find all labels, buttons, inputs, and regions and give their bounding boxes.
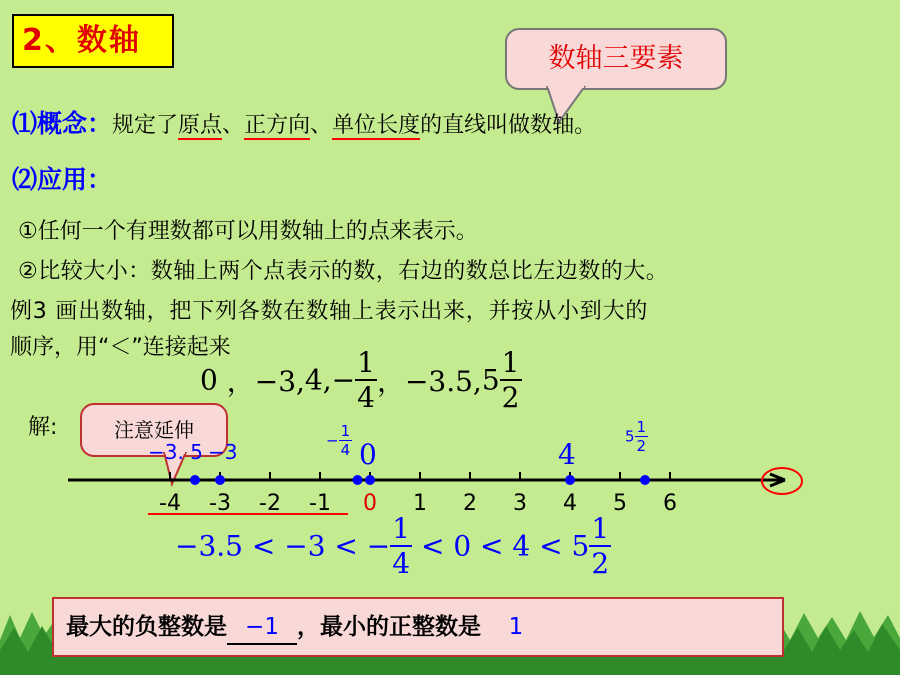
number-neg35: ，−3.5, — [376, 365, 482, 398]
answer-box — [52, 597, 784, 657]
label-neg35: −3. 5 — [148, 440, 203, 464]
concept-unit-length: 单位长度 — [332, 113, 421, 138]
tick-label: 4 — [563, 491, 577, 516]
ordering-text-1: −3.5 < −3 < − — [175, 529, 391, 563]
number-neg-sign: − — [331, 363, 356, 397]
answer-blank-2: 1 — [508, 614, 524, 640]
tick-label: 5 — [613, 491, 627, 516]
tick-label: -3 — [209, 491, 231, 516]
concept-line — [12, 104, 596, 140]
neg-quarter-frac — [339, 422, 353, 459]
axis-point — [565, 475, 575, 485]
axis-point — [353, 475, 363, 485]
neg-quarter-den: 4 — [340, 441, 351, 459]
ordering-quarter — [390, 512, 412, 580]
ordering-result — [175, 512, 611, 580]
quarter-num: 1 — [357, 346, 375, 379]
neg-quarter-sign: − — [326, 431, 339, 450]
label-zero-point: 0 — [359, 438, 377, 471]
ordering-half — [589, 512, 611, 580]
quarter-den: 4 — [357, 381, 375, 414]
ordering-half-den: 2 — [591, 547, 610, 580]
application-label: ⑵应用： — [12, 165, 113, 194]
ordering-text-2: < 0 < 4 < 5 — [420, 529, 590, 563]
answer-question-1: 最大的负整数是 — [66, 614, 227, 640]
axis-point — [365, 475, 375, 485]
half-den: 2 — [501, 381, 520, 414]
concept-direction: 正方向 — [244, 113, 311, 138]
axis-point — [640, 475, 650, 485]
label-five-half — [625, 418, 648, 455]
axis-point — [190, 475, 200, 485]
ordering-quarter-num: 1 — [392, 512, 411, 545]
number-line — [0, 400, 900, 530]
example-line-2: 顺序，用“＜”连接起来 — [10, 335, 231, 360]
note-callout: 注意延伸 — [80, 403, 228, 457]
concept-pre: 规定了 — [112, 113, 179, 138]
concept-post: 的直线叫做数轴。 — [420, 113, 597, 138]
neg-quarter-num: 1 — [340, 422, 351, 440]
concept-origin: 原点 — [178, 113, 223, 138]
number-four: 4, — [304, 363, 332, 397]
five-half-frac — [635, 418, 649, 455]
ordering-quarter-den: 4 — [392, 547, 411, 580]
tick-label: -1 — [309, 491, 331, 516]
label-neg-quarter — [326, 422, 352, 459]
solution-label: 解: — [28, 415, 58, 440]
number-neg3: ，−3, — [226, 365, 305, 398]
answer-question-2: ，最小的正整数是 — [297, 614, 481, 640]
five-half-den: 2 — [636, 437, 647, 455]
ordering-half-num: 1 — [591, 512, 610, 545]
example-line-1: 例3 画出数轴，把下列各数在数轴上表示出来，并按从小到大的 — [10, 299, 649, 324]
concept-sep1: 、 — [222, 113, 245, 138]
five-half-num: 1 — [636, 418, 647, 436]
tick-label: 0 — [363, 491, 377, 516]
answer-blank-1: −1 — [227, 611, 297, 645]
tick-label: -2 — [259, 491, 281, 516]
label-four-point: 4 — [558, 438, 576, 471]
tick-label: -4 — [159, 491, 181, 516]
label-neg3: −3 — [208, 440, 238, 464]
tick-label: 6 — [663, 491, 677, 516]
concept-sep2: 、 — [310, 113, 333, 138]
concept-label: ⑴概念： — [12, 109, 113, 138]
axis-point — [215, 475, 225, 485]
section-title: 2、数轴 — [12, 14, 174, 68]
tick-label: 3 — [513, 491, 527, 516]
callout-three-elements: 数轴三要素 — [505, 28, 727, 90]
number-mixed-whole: 5 — [481, 363, 500, 397]
number-zero: 0 — [200, 363, 218, 397]
application-point-2: ②比较大小：数轴上两个点表示的数，右边的数总比左边数的大。 — [18, 259, 669, 284]
application-point-1: ①任何一个有理数都可以用数轴上的点来表示。 — [18, 219, 478, 244]
tick-label: 1 — [413, 491, 427, 516]
five-half-whole: 5 — [625, 427, 635, 446]
half-num: 1 — [501, 346, 520, 379]
tick-label: 2 — [463, 491, 477, 516]
